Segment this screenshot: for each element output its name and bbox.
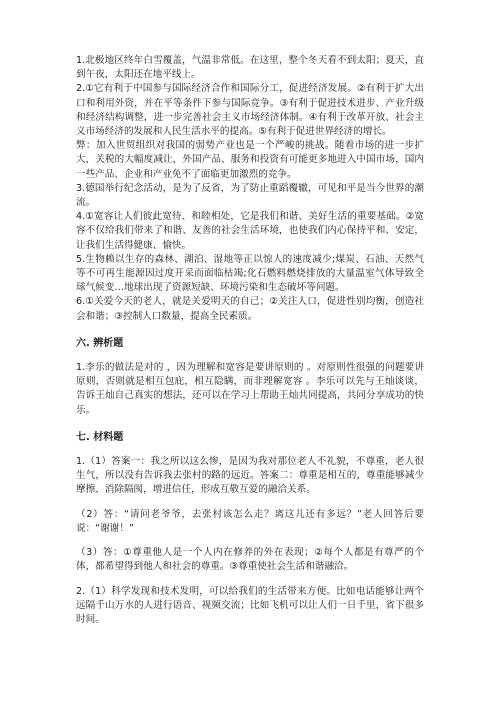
answer-item-6: 6.①关爱今天的老人，就是关爱明天的自己；②关注人口，促进性别均衡，创造社会和谐；③控制人口数量，提高全民素质。	[76, 296, 424, 322]
material-answer-1-2: （2）答：“请问老爷爷，去张村该怎么走？离这儿还有多远？”老人回答后要说：“谢谢！”	[76, 508, 424, 534]
answer-item-1: 1.北极地区终年白雪覆盖，气温非常低。在这里，整个冬天看不到太阳；夏天，直到午夜，太阳还在地平线上。	[76, 55, 424, 81]
answer-item-5: 5.生物赖以生存的森林、湖泊、湿地等正以惊人的速度减少;煤炭、石油、天然气等不可再生能源因过度开采而面临枯竭;化石燃料燃烧排放的大量温室气体导致全球气候变…地球出现了资源短缺、环境污染和生态破坏等问题。	[76, 253, 424, 294]
material-answer-1-1: 1.（1）答案一：我之所以这么惨，是因为我对那位老人不礼貌，不尊重，老人很生气，所以没有告诉我去张村的路的远近。答案二：尊重是相互的，尊重能够减少摩擦、消除隔阂，增进信任，形成互敬互爱的融洽关系。	[76, 456, 424, 496]
material-answer-1-3: （3）答：①尊重他人是一个人内在修养的外在表现；②每个人都是有尊严的个体，都希望得到他人和社会的尊重。③尊重使社会生活和谐融洽。	[76, 547, 424, 573]
answers-section-prev	[76, 54, 424, 324]
answer-item-2: 2.①它有利于中国参与国际经济合作和国际分工，促进经济发展。②有利于扩大出口和利用外资，并在平等条件下参与国际竞争。③有利于促进技术进步、产业升级和经济结构调整，进一步完善社会主义市场经济体制。④有利于改革开放、社会主义市场经济的发展和人民生活水平的提高。⑤有利于促进世界经济的增长。	[76, 83, 424, 138]
analysis-answer: 1.李乐的做法是对的 ，因为理解和宽容是要讲原则的 。对原则性很强的问题要讲原则，否则就是相互包庇，相互隐瞒，而非理解宽容 。李乐可以先与王灿谈谈，告诉王灿自己真实的想法，还可以在学习上帮助王灿共同提高，共同分享成功的快乐。	[76, 362, 424, 416]
material-answer-2-1: 2.（1）科学发现和技术发明，可以给我们的生活带来方便。比如电话能够让两个远隔千山万水的人进行语音、视频交流；比如飞机可以让人们一日千里，省下很多时间。	[76, 585, 424, 625]
answer-item-3: 3.德国举行纪念活动，是为了反省，为了防止重蹈覆辙，可见和平是当今世界的潮流。	[76, 182, 424, 209]
section-six	[76, 337, 424, 418]
section-heading: 七. 材料题	[76, 431, 124, 443]
answer-item-4: 4.①宽容让人们彼此宽待、和睦相处，它是我们和谐、美好生活的重要基础。②宽容不仅给我们带来了和谐、友善的社会生活环境，也使我们内心保持平和、安定，让我们生活得健康、愉快。	[76, 211, 424, 251]
section-seven	[76, 431, 424, 627]
answer-item-2-cons: 弊：加入世贸组织对我国的弱势产业也是一个严峻的挑战。随着市场的进一步扩大，关税的大幅度减让，外国产品、服务和投资有可能更多地进入中国市场，国内一些产品、企业和产业免不了面临更加激烈的竞争。	[76, 140, 424, 180]
section-heading: 六. 辨析题	[76, 337, 124, 349]
document-page	[76, 54, 424, 627]
